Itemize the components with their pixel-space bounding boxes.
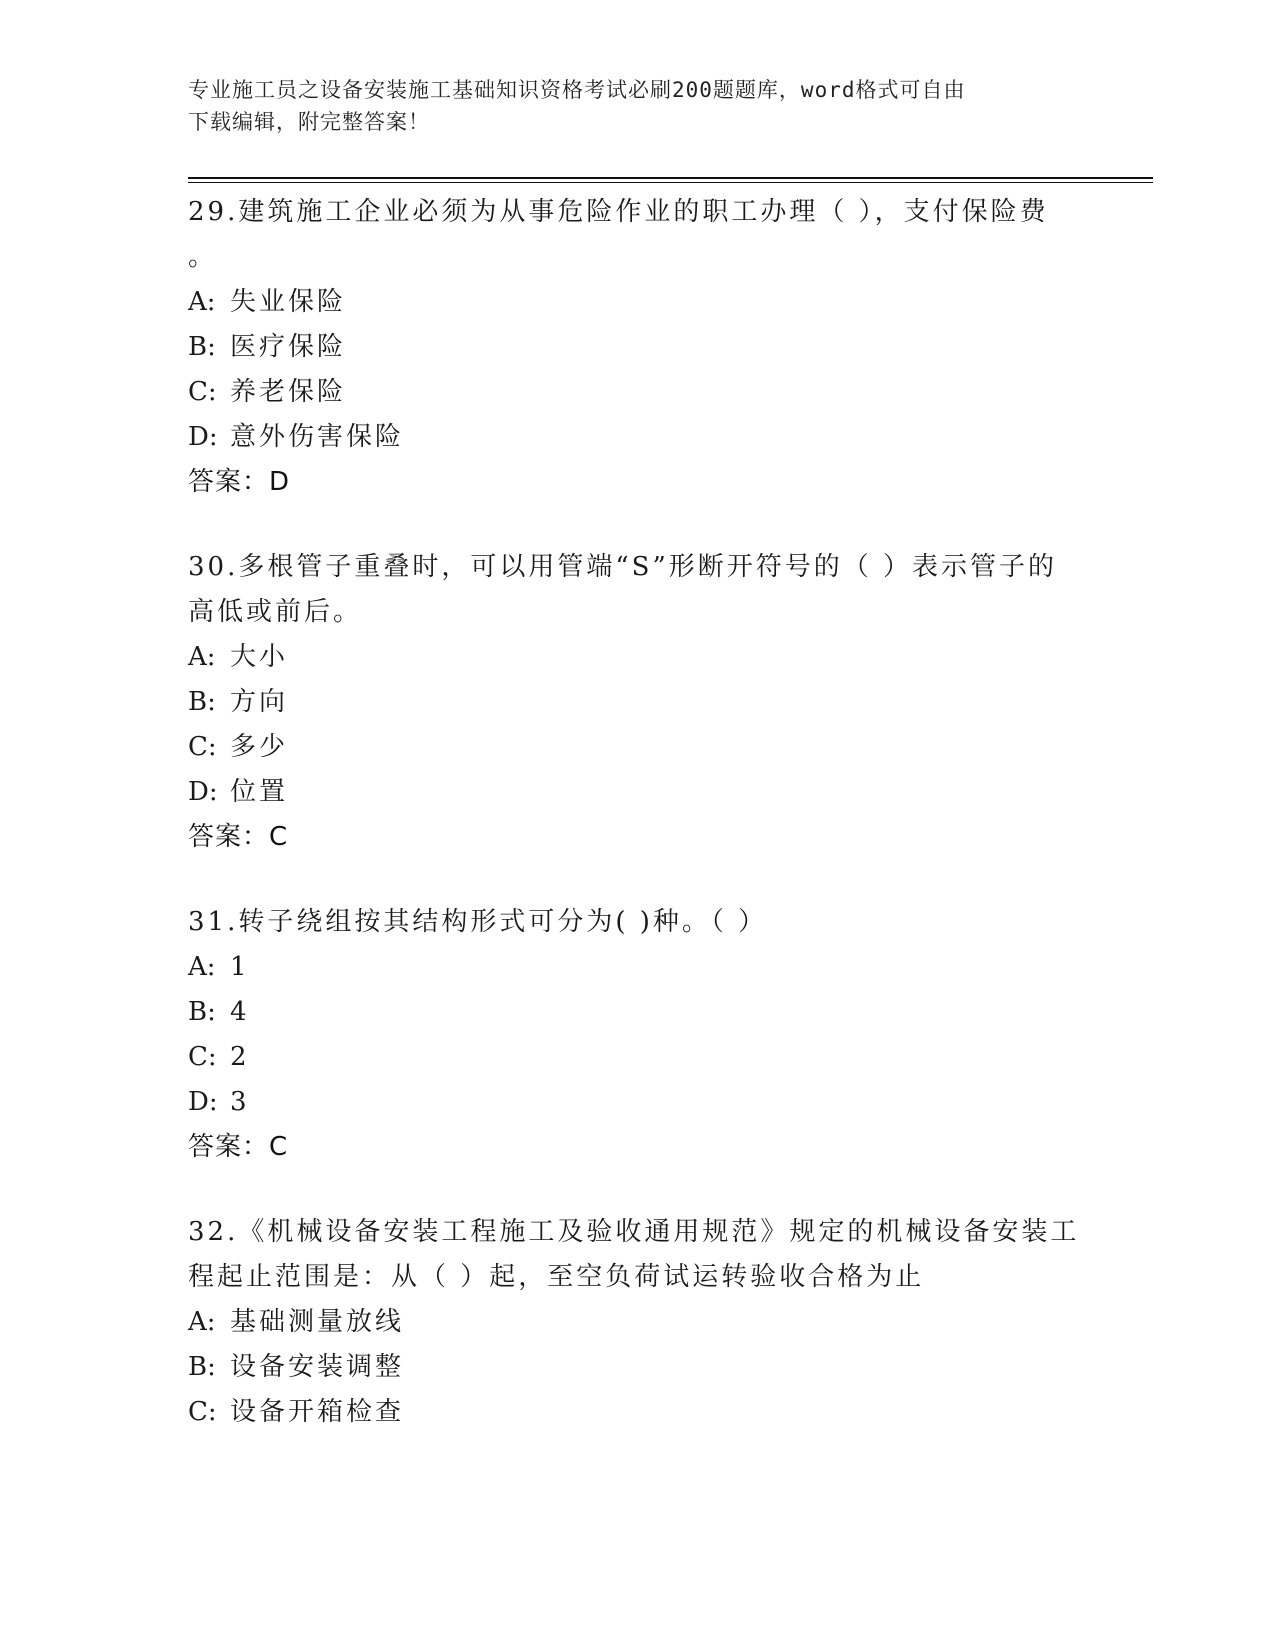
option-letter: A: [188,642,216,672]
option-letter: D: [188,777,218,807]
option-d [188,770,1088,815]
answer-line: 答案：C [188,1132,289,1162]
option-d [188,1080,1088,1125]
option-text: 方向 [230,687,289,717]
header-line-1: 专业施工员之设备安装施工基础知识资格考试必刷200题题库，word格式可自由 [188,78,966,102]
option-a [188,945,1088,990]
option-letter: A: [188,1307,216,1337]
option-letter: B: [188,687,216,717]
option-text: 位置 [230,777,289,807]
option-text: 4 [230,997,250,1027]
option-c [188,370,1088,415]
question-stem: 31.转子绕组按其结构形式可分为( )种。（ ） [188,907,768,937]
option-text: 2 [230,1042,250,1072]
option-text: 设备安装调整 [230,1352,405,1382]
question-29 [188,190,1088,505]
question-stem-continued: 高低或前后。 [188,597,363,627]
option-text: 设备开箱检查 [230,1397,405,1427]
option-text: 3 [230,1087,250,1117]
header-line-2: 下载编辑，附完整答案！ [188,110,430,134]
option-b [188,680,1088,725]
option-b [188,1345,1088,1390]
option-c [188,725,1088,770]
option-letter: A: [188,287,216,317]
option-d [188,415,1088,460]
option-c [188,1035,1088,1080]
question-stem-continued: 程起止范围是：从（ ）起，至空负荷试运转验收合格为止 [188,1262,925,1292]
answer-line: 答案：C [188,822,289,852]
option-a [188,280,1088,325]
option-text: 养老保险 [230,377,347,407]
question-stem: 30.多根管子重叠时，可以用管端“S”形断开符号的（ ）表示管子的 [188,552,1058,582]
question-list [188,190,1088,1475]
option-a [188,635,1088,680]
option-text: 意外伤害保险 [230,422,405,452]
question-stem: 32.《机械设备安装工程施工及验收通用规范》规定的机械设备安装工 [188,1217,1080,1247]
option-letter: D: [188,422,218,452]
question-stem-continued: 。 [188,242,218,272]
option-letter: B: [188,332,216,362]
option-letter: C: [188,732,217,762]
question-stem: 29.建筑施工企业必须为从事危险作业的职工办理（ ），支付保险费 [188,197,1049,227]
header-divider-thin [188,182,1153,183]
option-letter: C: [188,1042,217,1072]
option-text: 1 [230,952,250,982]
option-letter: C: [188,377,217,407]
document-header [188,74,1068,138]
option-letter: B: [188,997,216,1027]
option-a [188,1300,1088,1345]
question-31 [188,900,1088,1170]
option-text: 基础测量放线 [230,1307,405,1337]
option-letter: C: [188,1397,217,1427]
option-text: 多少 [230,732,289,762]
option-c [188,1390,1088,1435]
option-text: 大小 [230,642,289,672]
option-b [188,325,1088,370]
option-text: 失业保险 [230,287,347,317]
option-b [188,990,1088,1035]
option-letter: D: [188,1087,218,1117]
answer-line: 答案：D [188,467,291,497]
option-text: 医疗保险 [230,332,347,362]
question-30 [188,545,1088,860]
option-letter: A: [188,952,216,982]
question-32 [188,1210,1088,1435]
header-divider-thick [188,177,1153,179]
option-letter: B: [188,1352,216,1382]
